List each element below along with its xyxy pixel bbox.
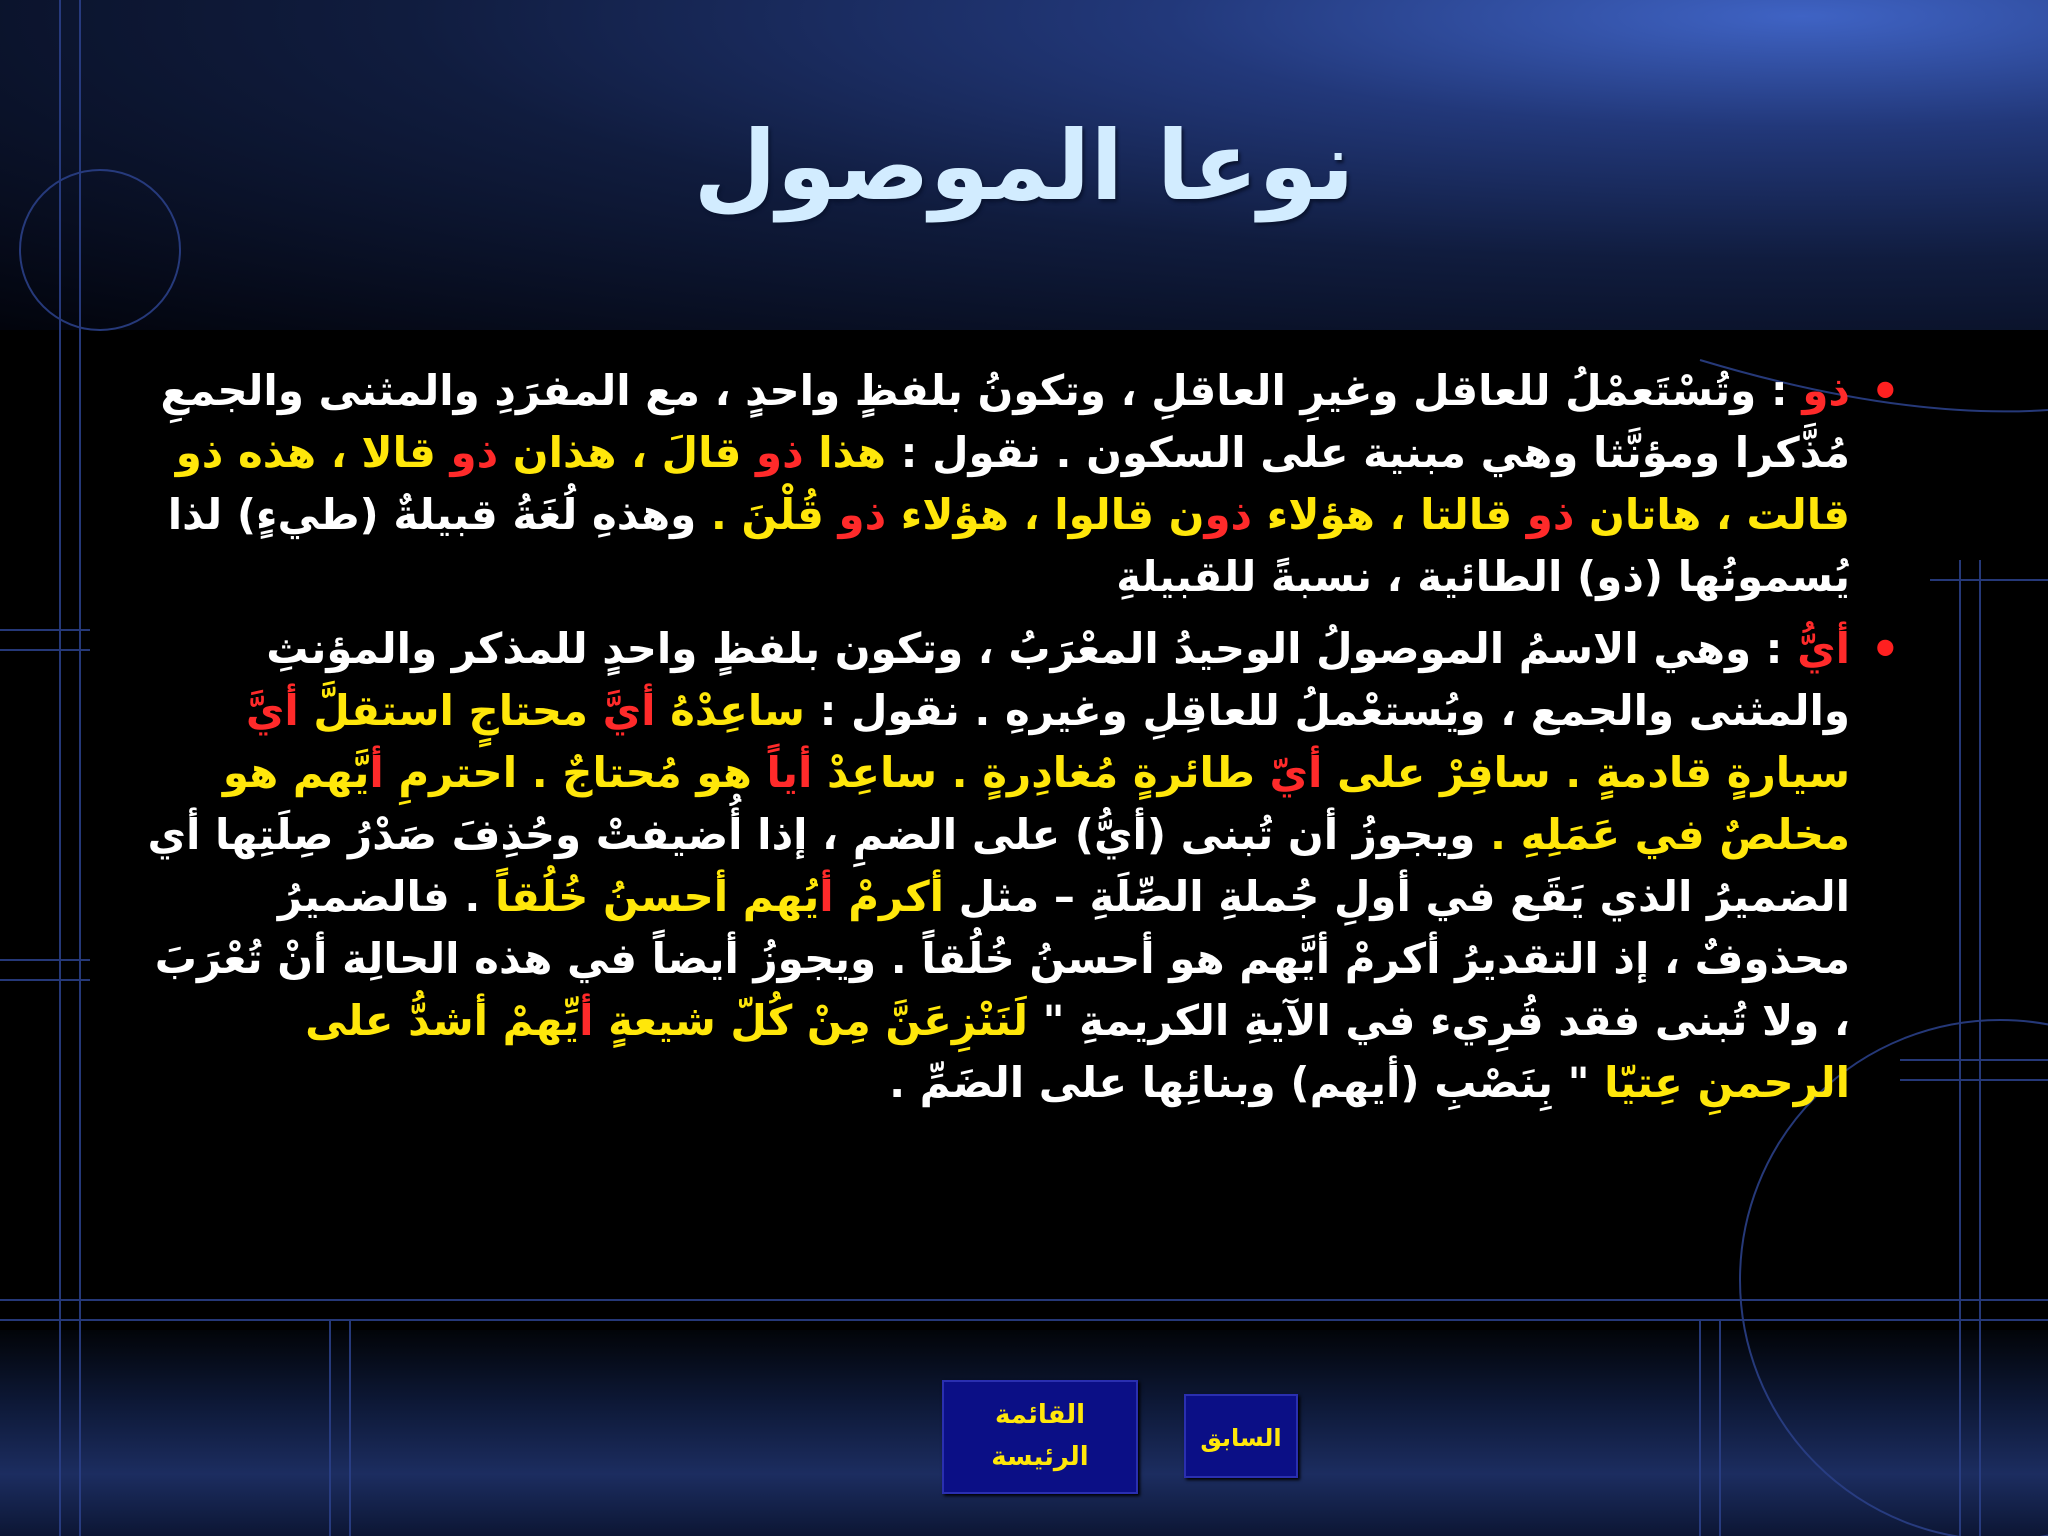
text-segment: يُهم أحسنُ خُلُقاً	[494, 872, 820, 921]
text-segment: هذا	[803, 428, 887, 477]
bullet-icon: •	[1870, 622, 1900, 676]
paragraph-ayyu	[140, 618, 1900, 1114]
text-segment: ن قالوا ، هؤلاء	[886, 490, 1205, 539]
text-segment: قالا ، هذه ذو قالت ، هاتان	[175, 428, 1850, 539]
text-segment: أيَّ	[245, 686, 299, 735]
text-segment: ذو	[1526, 490, 1575, 539]
text-segment: ذو	[755, 428, 804, 477]
text-segment: " بِنَصْبِ (أيهم) وبنائِها على الضَمِّ .	[889, 1058, 1605, 1107]
text-segment: ذو	[838, 490, 887, 539]
text-segment: : وتُسْتَعمْلُ للعاقل وغيرِ العاقلِ ، وتكونُ بلفظٍ واحدٍ ، مع المفرَدِ والمثنى والجمعِ مُذَّكرا ومؤنَّثا وهي مبنية على السكون . نقول :	[160, 366, 1850, 477]
text-segment: أكرمْ	[833, 872, 945, 921]
main-menu-label: القائمة الرئيسة	[991, 1400, 1089, 1472]
text-segment: : وهي الاسمُ الموصولُ الوحيدُ المعْرَبُ ، وتكون بلفظٍ واحدٍ للمذكر والمؤنثِ والمثنى والجمع ، ويُستعْملُ للعاقِلِ وغيرهِ . نقول :	[266, 624, 1850, 735]
main-menu-button[interactable]	[942, 1380, 1138, 1494]
text-segment: أياً	[766, 748, 813, 797]
text-segment: ساعِدْهُ	[655, 686, 805, 735]
paragraph-text	[140, 618, 1850, 1114]
previous-label: السابق	[1200, 1424, 1282, 1452]
slide-title: نوعا الموصول	[693, 110, 1355, 222]
text-segment: أ	[369, 748, 384, 797]
text-segment: أيّ	[1269, 748, 1323, 797]
paragraph-text	[140, 360, 1850, 608]
text-segment: ويجوزُ أن تُبنى (أيُّ) على الضمِ ، إذا أُضيفتْ وحُذِفَ صَدْرُ صِلَتِها أي الضميرُ الذي يَقَع في أولِ جُملةِ الصِّلَةِ – مثل	[147, 810, 1850, 921]
text-segment: وهذهِ لُغَةُ قبيلةٌ (طيءٍ) لذا يُسمونُها (ذو) الطائية ، نسبةً للقبيلةِ	[167, 490, 1850, 601]
text-segment: لَنَنْزِعَنَّ مِنْ كُلّ شيعةٍ	[593, 996, 1029, 1045]
text-segment: أ	[579, 996, 594, 1045]
text-segment: . فالضميرُ محذوفٌ ، إذ التقديرُ أكرمْ أيَّهم هو أحسنُ خُلُقاً . ويجوزُ أيضاً في هذه الحالِة أنْ تُعْرَبَ ، ولا تُبنى فقد قُرِيء في الآيةِ الكريمةِ "	[154, 872, 1850, 1045]
bullet-icon: •	[1870, 364, 1900, 418]
text-segment: ذو	[1204, 490, 1253, 539]
text-segment: أ	[819, 872, 834, 921]
text-segment: قالَ ، هذان	[498, 428, 756, 477]
text-segment: قُلْنَ .	[710, 490, 839, 539]
text-segment: ذو	[1802, 366, 1850, 415]
paragraph-dhu	[140, 360, 1900, 608]
text-segment: أيُّ	[1797, 624, 1850, 673]
text-segment: ذو	[450, 428, 499, 477]
text-segment: طائرةٍ مُغادِرةٍ . ساعِدْ	[812, 748, 1270, 797]
text-segment: أيَّ	[602, 686, 656, 735]
previous-button[interactable]	[1184, 1394, 1298, 1478]
text-segment: يِّهمْ أشدُّ على الرحمنِ عِتيّا	[305, 996, 1850, 1107]
text-segment: سيارةٍ قادمةٍ . سافِرْ على	[1322, 748, 1850, 797]
text-segment: يَّهم هو مخلصٌ في عَمَلِهِ .	[222, 748, 1850, 859]
text-segment: هو مُحتاجٌ . احترمِ	[383, 748, 767, 797]
text-segment: قالتا ، هؤلاء	[1252, 490, 1527, 539]
text-segment: محتاجٍ استقلَّ	[298, 686, 603, 735]
slide-content	[140, 360, 1900, 1124]
